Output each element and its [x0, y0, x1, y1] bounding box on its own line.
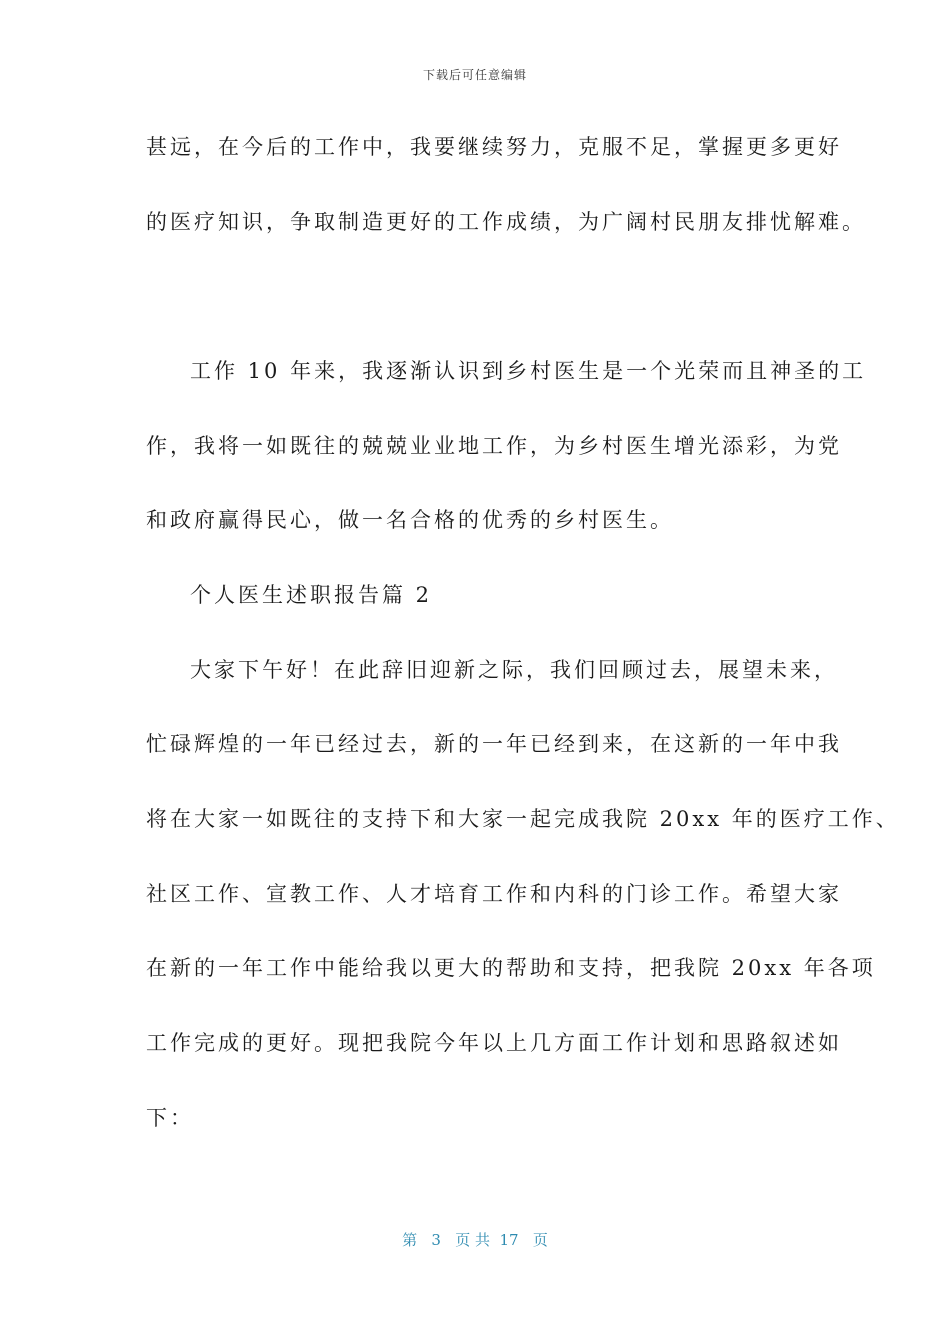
text-line: 忙碌辉煌的一年已经过去，新的一年已经到来，在这新的一年中我 [146, 732, 842, 756]
text-line: 将在大家一如既往的支持下和大家一起完成我院 20xx 年的医疗工作、 [146, 807, 900, 831]
text-line: 社区工作、宣教工作、人才培育工作和内科的门诊工作。希望大家 [146, 882, 842, 906]
text-line: 在新的一年工作中能给我以更大的帮助和支持，把我院 20xx 年各项 [146, 956, 876, 980]
text-line: 甚远，在今后的工作中，我要继续努力，克服不足，掌握更多更好 [146, 135, 842, 159]
page-number-footer: 第 3 页 共 17 页 [402, 1231, 548, 1249]
paragraph-start-line: 大家下午好！在此辞旧迎新之际，我们回顾过去，展望未来， [190, 658, 838, 682]
text-line: 作，我将一如既往的兢兢业业地工作，为乡村医生增光添彩，为党 [146, 434, 842, 458]
text-line: 下： [146, 1106, 194, 1130]
text-line: 和政府赢得民心，做一名合格的优秀的乡村医生。 [146, 508, 674, 532]
paragraph-start-line: 工作 10 年来，我逐渐认识到乡村医生是一个光荣而且神圣的工 [190, 359, 867, 383]
text-line: 工作完成的更好。现把我院今年以上几方面工作计划和思路叙述如 [146, 1031, 842, 1055]
text-line: 的医疗知识，争取制造更好的工作成绩，为广阔村民朋友排忧解难。 [146, 210, 866, 234]
section-heading: 个人医生述职报告篇 2 [190, 583, 433, 607]
header-note: 下载后可任意编辑 [422, 68, 527, 82]
